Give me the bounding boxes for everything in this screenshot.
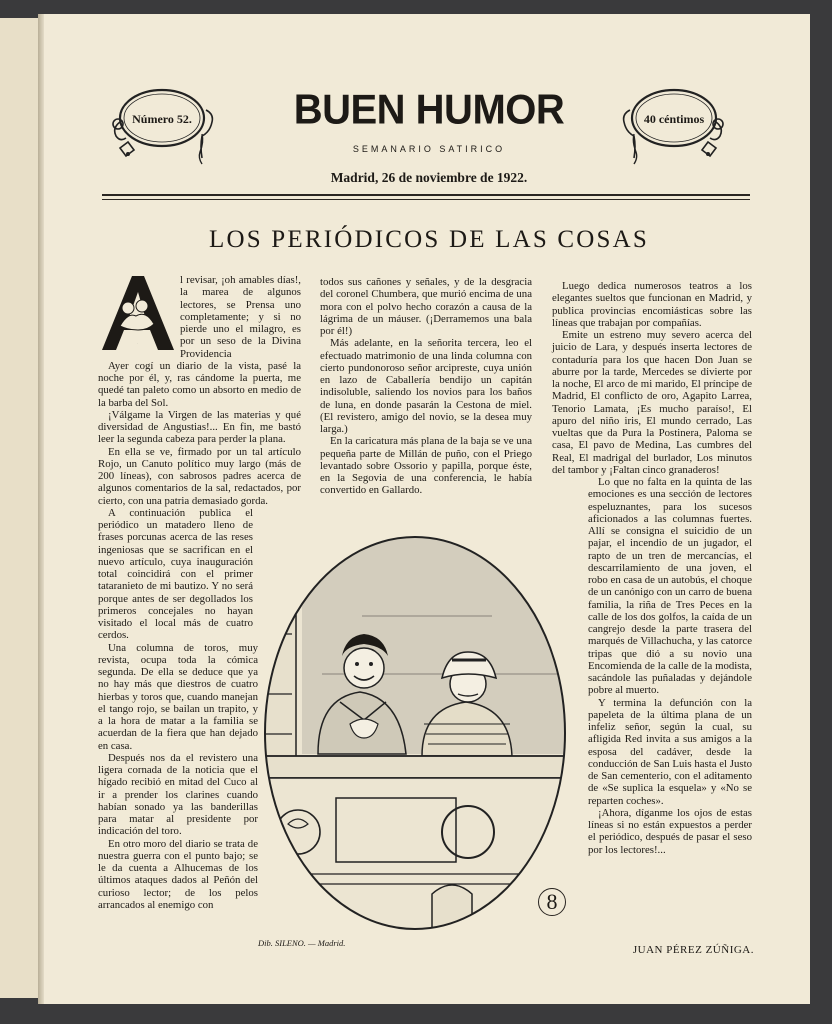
price-badge xyxy=(618,78,730,174)
issue-price: 40 céntimos xyxy=(643,112,705,126)
col1-paragraph: Una columna de toros, muy revista, ocupa toda la cómica segunda. De ella se deduce que ya no hay más que diestros de cuatro hierbas y toros que, cuando manejan el tango rojo, se bailan un trapito, y a la hora de matar a la familia se acuerdan de la fiera que han dejado en casa. xyxy=(98,641,258,752)
col1-paragraph: En ella se ve, firmado por un tal artículo Rojo, un Canuto político muy largo (más de 200 líneas), con sabrosos padres acerca de algunos comentarios de la sal, redactados, por cierto, con una patria demasiado gorda. xyxy=(98,445,301,507)
col2-paragraph: Más adelante, en la señorita tercera, leo el efectuado matrimonio de una linda columna con cierto pundonoroso señor arcipreste, cuya unión en lazo de Caballería bendijo un capitán indisoluble, saliendo los novios para los baños de luna, en donde pasarán la Cestona de miel. (El revistero, amigo del novio, se la desea muy larga.) xyxy=(320,337,532,435)
issue-number: Número 52. xyxy=(132,112,192,126)
col1-paragraph: Ayer cogí un diario de la vista, pasé la noche por él, y, ras cándome la puerta, me quedé tan paleto como un absorto en medio de la barba del Sol. xyxy=(98,359,301,409)
col1-paragraph: En otro moro del diario se trata de nuestra guerra con el punto bajo; se le da cuenta a Alhucemas de los últimos ataques dados al Peñón del curioso lector; de los pelos arrancados al enemigo con xyxy=(98,837,258,911)
col1-paragraph: Después nos da el revistero una ligera cornada de la noticia que el hígado recibió en mitad del Cuco al ir a prender los clarines cuando habían sonado ya las banderillas para matar al presidente por indicación del toro. xyxy=(98,751,258,838)
masthead-subtitle: SEMANARIO SATIRICO xyxy=(352,144,506,154)
theater-box-drawing xyxy=(262,534,568,932)
drop-cap-letter: A xyxy=(137,344,138,345)
col1-paragraph: A continuación publica el periódico un matadero lleno de frases porcunas acerca de las reses ingeniosas que se sacrifican en el nuevo artículo, cuya inauguración total coincidirá con el primer tataranieto de mi bautizo. Y no será porque antes de ser degollados los primeros concejales no hayan visitado el local más de cuatro cerdos. xyxy=(98,506,253,642)
number-badge xyxy=(106,78,218,174)
previous-page-edge xyxy=(0,18,40,998)
col3-paragraph: Luego dedica numerosos teatros a los elegantes sueltos que funcionan en Madrid, y publica provincias encomiásticas sobre las líneas que trabajan por compañías. xyxy=(552,280,752,329)
page-number: 8 xyxy=(538,888,566,916)
article-column-3 xyxy=(552,280,752,856)
col3-paragraph: ¡Ahora, díganme los ojos de estas líneas si no están expuestos a perder el periódico, después de pasar el seso por los lectores!... xyxy=(588,806,752,856)
page-right-border xyxy=(810,14,832,1004)
article-headline: LOS PERIÓDICOS DE LAS COSAS xyxy=(208,226,649,253)
col2-paragraph: En la caricatura más plana de la baja se ve una pequeña parte de Millán de puño, con el Priego levantado sobre Ossorio y papilla, porque éste, en la Segovia de una conferencia, le había convertido en Gallardo. xyxy=(320,435,532,497)
theater-box-illustration xyxy=(262,534,568,932)
article-author: JUAN PÉREZ ZÚÑIGA. xyxy=(632,944,754,956)
article-column-2 xyxy=(320,276,532,497)
col1-paragraph: ¡Válgame la Virgen de las materias y qué diversidad de Angustias!... En fin, me bastó leer la segunda cabeza para perder la plana. xyxy=(98,408,301,446)
drop-cap-illustration xyxy=(98,274,176,352)
illustration-caption: Dib. SILENO. — Madrid. xyxy=(258,938,346,948)
col3-paragraph: Emite un estreno muy severo acerca del juicio de Lara, y después inserta lectores de contaduría para los que hacen Don Juan se aburre por la tarde, Mercedes se divierte por la noche, El arco de mi marido, El príncipe de Madrid, El conflicto de oro, Agapito Larrea, Tenorio Lamata, ¡Es mucho paraíso!, El apuro del niño iris, El mundo cerrado, Las vueltas que da Pura la Postinera, Paloma se casa, El pavo de Medina, Las cumbres del Real, El madrigal del burlador, Los minutos del tambor y ¡Faltan cinco granaderos! xyxy=(552,329,752,476)
col3-paragraph: Lo que no falta en la quinta de las emociones es una sección de lectores espeluznantes, para los sucesos aficionados a las columnas fuertes. Allí se consigna el suicidio de un pajar, el incendio de un jugador, el rapto de un tren de mercancías, el descarrilamiento de una joven, el robo en casa de un autobús, el choque de un canónigo con un carro de buena familia, la riña de Tres Peces en la calle de los dos golfos, la caída de un cangrejo desde la parte trasera del marqués de Villachucha, y las catorce tripas que dió a su novio una Encomienda de la calle de la modista, sacándole las puñaladas y dejándole pobre al muerto. xyxy=(588,476,752,697)
col2-paragraph: todos sus cañones y señales, y de la desgracia del coronel Chumbera, que murió encima de una mora con el polvo hecho corazón a causa de la lágrima de un máuser. (¡Derramemos una bala por él!) xyxy=(320,276,532,337)
masthead-title: BUEN HUMOR xyxy=(293,86,565,134)
col3-paragraph: Y termina la defunción con la papeleta de la última plana de un infeliz señor, según la cual, su afligida Red invita a sus amigos a la esposa del cadáver, desde la conducción de San Luis hasta el Justo de San cementerio, con el aditamento de «Se suplica la esquela» y «No se reparten coches». xyxy=(588,696,752,807)
magazine-page xyxy=(44,14,810,1004)
issue-date: Madrid, 26 de noviembre de 1922. xyxy=(330,170,528,185)
header-rule xyxy=(102,194,750,196)
header-rule-thin xyxy=(102,199,750,200)
col1-paragraph: l revisar, ¡oh amables días!, la marea de algunos lectores, se Prensa uno completamente; y si no pierde uno el milagro, es por un seso de la Divina Providencia xyxy=(180,274,301,360)
drop-cap xyxy=(98,274,176,352)
